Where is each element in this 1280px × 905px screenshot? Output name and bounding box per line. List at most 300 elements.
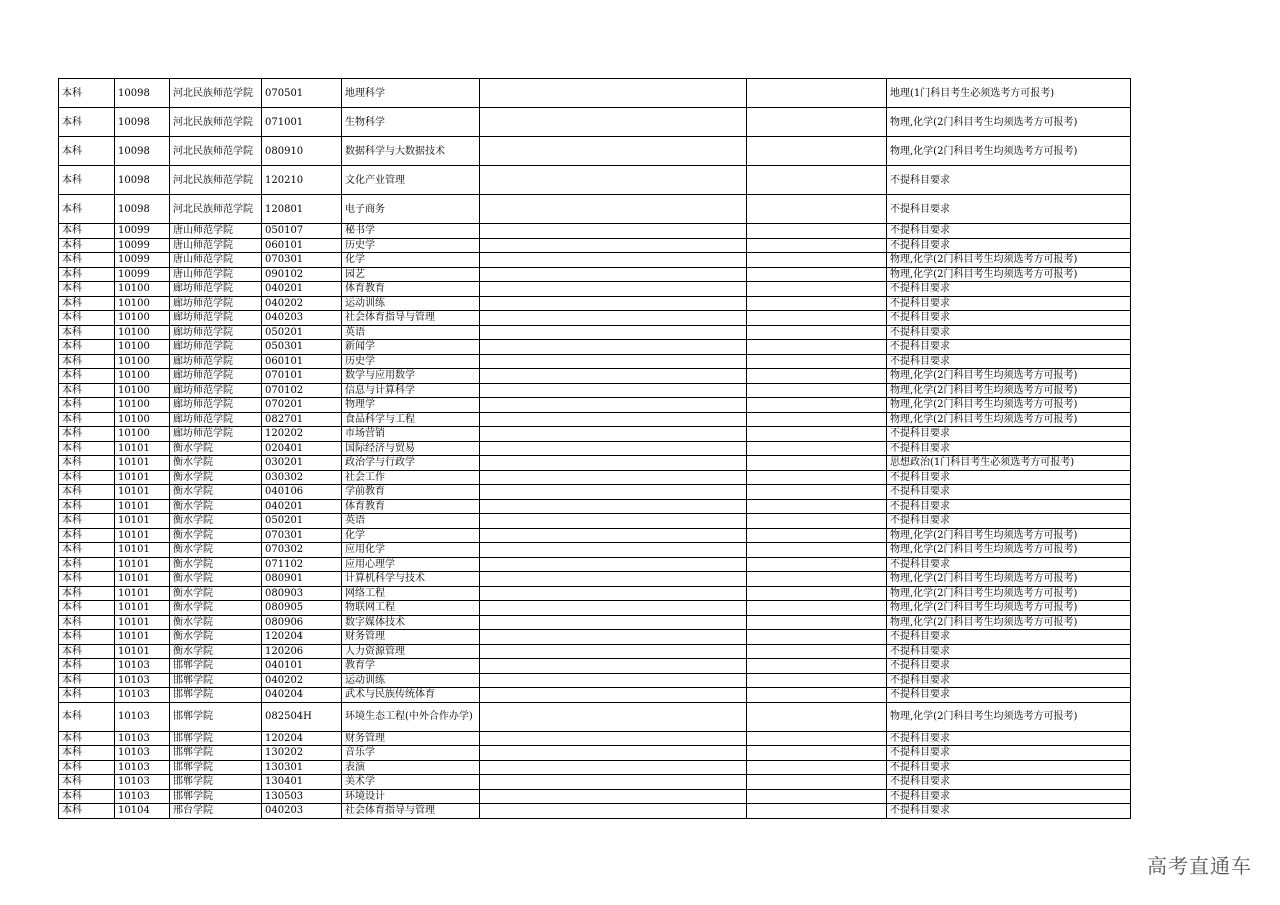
school-name-cell: 衡水学院 [170,557,262,572]
school-name-cell: 邯郸学院 [170,673,262,688]
empty-cell [480,470,747,485]
subject-requirement-cell: 不提科目要求 [887,804,1131,819]
school-code-cell: 10098 [115,79,170,108]
major-name-cell: 食品科学与工程 [342,412,480,427]
empty-cell [747,383,887,398]
table-row [59,485,1131,500]
major-name-cell: 新闻学 [342,340,480,355]
major-code-cell: 120210 [262,166,342,195]
empty-cell [747,601,887,616]
school-name-cell: 唐山师范学院 [170,267,262,282]
table-row [59,804,1131,819]
major-code-cell: 050301 [262,340,342,355]
empty-cell [747,702,887,731]
level-cell: 本科 [59,543,115,558]
subject-requirement-cell: 物理,化学(2门科目考生均须选考方可报考) [887,601,1131,616]
empty-cell [480,79,747,108]
school-code-cell: 10100 [115,412,170,427]
major-name-cell: 文化产业管理 [342,166,480,195]
level-cell: 本科 [59,166,115,195]
level-cell: 本科 [59,775,115,790]
major-name-cell: 市场营销 [342,427,480,442]
school-code-cell: 10103 [115,789,170,804]
level-cell: 本科 [59,470,115,485]
major-code-cell: 090102 [262,267,342,282]
major-name-cell: 体育教育 [342,282,480,297]
table-row [59,731,1131,746]
major-name-cell: 运动训练 [342,673,480,688]
empty-cell [747,238,887,253]
school-code-cell: 10103 [115,731,170,746]
empty-cell [747,789,887,804]
subject-requirement-cell: 物理,化学(2门科目考生均须选考方可报考) [887,572,1131,587]
empty-cell [480,441,747,456]
subject-requirement-cell: 不提科目要求 [887,760,1131,775]
subject-requirement-cell: 不提科目要求 [887,775,1131,790]
table-row [59,282,1131,297]
level-cell: 本科 [59,673,115,688]
subject-requirement-cell: 物理,化学(2门科目考生均须选考方可报考) [887,267,1131,282]
major-name-cell: 环境生态工程(中外合作办学) [342,702,480,731]
subject-requirement-cell: 不提科目要求 [887,238,1131,253]
school-name-cell: 衡水学院 [170,615,262,630]
table-row [59,238,1131,253]
subject-requirement-cell: 物理,化学(2门科目考生均须选考方可报考) [887,369,1131,384]
major-code-cell: 060101 [262,354,342,369]
school-code-cell: 10099 [115,224,170,239]
empty-cell [480,644,747,659]
empty-cell [480,224,747,239]
level-cell: 本科 [59,369,115,384]
level-cell: 本科 [59,586,115,601]
major-code-cell: 130202 [262,746,342,761]
major-code-cell: 130401 [262,775,342,790]
level-cell: 本科 [59,702,115,731]
empty-cell [480,398,747,413]
table-row [59,557,1131,572]
school-code-cell: 10100 [115,325,170,340]
school-name-cell: 邯郸学院 [170,731,262,746]
school-code-cell: 10099 [115,267,170,282]
level-cell: 本科 [59,108,115,137]
subject-requirement-cell: 物理,化学(2门科目考生均须选考方可报考) [887,528,1131,543]
subject-requirement-cell: 不提科目要求 [887,673,1131,688]
level-cell: 本科 [59,340,115,355]
empty-cell [480,456,747,471]
subject-requirement-cell: 不提科目要求 [887,746,1131,761]
school-code-cell: 10101 [115,543,170,558]
school-name-cell: 河北民族师范学院 [170,195,262,224]
major-code-cell: 060101 [262,238,342,253]
subject-requirement-cell: 不提科目要求 [887,195,1131,224]
level-cell: 本科 [59,412,115,427]
major-code-cell: 080901 [262,572,342,587]
subject-requirement-cell: 不提科目要求 [887,325,1131,340]
empty-cell [480,659,747,674]
level-cell: 本科 [59,311,115,326]
table-row [59,195,1131,224]
empty-cell [480,267,747,282]
subject-requirement-cell: 不提科目要求 [887,659,1131,674]
subject-requirement-cell: 不提科目要求 [887,485,1131,500]
major-code-cell: 030201 [262,456,342,471]
empty-cell [747,79,887,108]
empty-cell [747,557,887,572]
subject-requirement-cell: 不提科目要求 [887,557,1131,572]
level-cell: 本科 [59,485,115,500]
major-name-cell: 应用心理学 [342,557,480,572]
subject-requirement-cell: 物理,化学(2门科目考生均须选考方可报考) [887,137,1131,166]
major-name-cell: 网络工程 [342,586,480,601]
table-row [59,108,1131,137]
major-name-cell: 表演 [342,760,480,775]
major-name-cell: 地理科学 [342,79,480,108]
school-name-cell: 衡水学院 [170,514,262,529]
major-name-cell: 园艺 [342,267,480,282]
school-code-cell: 10101 [115,456,170,471]
level-cell: 本科 [59,238,115,253]
empty-cell [747,340,887,355]
subject-requirement-cell: 不提科目要求 [887,470,1131,485]
empty-cell [747,528,887,543]
empty-cell [747,470,887,485]
major-name-cell: 数据科学与大数据技术 [342,137,480,166]
major-name-cell: 化学 [342,253,480,268]
level-cell: 本科 [59,528,115,543]
major-name-cell: 教育学 [342,659,480,674]
empty-cell [480,238,747,253]
major-code-cell: 040106 [262,485,342,500]
level-cell: 本科 [59,804,115,819]
table-row [59,325,1131,340]
subject-requirement-cell: 物理,化学(2门科目考生均须选考方可报考) [887,615,1131,630]
school-name-cell: 廊坊师范学院 [170,311,262,326]
table-row [59,398,1131,413]
table-row [59,79,1131,108]
empty-cell [747,746,887,761]
major-name-cell: 物联网工程 [342,601,480,616]
level-cell: 本科 [59,398,115,413]
table-row [59,470,1131,485]
major-name-cell: 秘书学 [342,224,480,239]
empty-cell [480,572,747,587]
level-cell: 本科 [59,253,115,268]
empty-cell [480,499,747,514]
subject-requirement-cell: 物理,化学(2门科目考生均须选考方可报考) [887,586,1131,601]
school-code-cell: 10100 [115,340,170,355]
school-name-cell: 衡水学院 [170,528,262,543]
school-code-cell: 10100 [115,282,170,297]
empty-cell [747,354,887,369]
school-code-cell: 10098 [115,108,170,137]
level-cell: 本科 [59,282,115,297]
school-code-cell: 10100 [115,296,170,311]
level-cell: 本科 [59,441,115,456]
major-name-cell: 物理学 [342,398,480,413]
major-code-cell: 040202 [262,673,342,688]
table-row [59,427,1131,442]
major-name-cell: 化学 [342,528,480,543]
subject-requirement-cell: 不提科目要求 [887,644,1131,659]
school-name-cell: 衡水学院 [170,456,262,471]
school-code-cell: 10100 [115,398,170,413]
empty-cell [747,673,887,688]
empty-cell [480,108,747,137]
school-code-cell: 10101 [115,630,170,645]
level-cell: 本科 [59,427,115,442]
school-name-cell: 唐山师范学院 [170,224,262,239]
school-code-cell: 10098 [115,166,170,195]
major-code-cell: 082504H [262,702,342,731]
empty-cell [480,412,747,427]
major-code-cell: 070101 [262,369,342,384]
major-code-cell: 040201 [262,499,342,514]
table-row [59,137,1131,166]
school-code-cell: 10104 [115,804,170,819]
school-code-cell: 10103 [115,702,170,731]
subject-requirement-cell: 不提科目要求 [887,499,1131,514]
school-name-cell: 河北民族师范学院 [170,166,262,195]
subject-requirement-cell: 物理,化学(2门科目考生均须选考方可报考) [887,383,1131,398]
empty-cell [747,427,887,442]
major-code-cell: 071102 [262,557,342,572]
level-cell: 本科 [59,630,115,645]
major-name-cell: 英语 [342,514,480,529]
level-cell: 本科 [59,731,115,746]
major-code-cell: 120801 [262,195,342,224]
school-name-cell: 衡水学院 [170,586,262,601]
subject-requirement-cell: 物理,化学(2门科目考生均须选考方可报考) [887,543,1131,558]
school-code-cell: 10101 [115,586,170,601]
level-cell: 本科 [59,456,115,471]
subject-requirement-cell: 物理,化学(2门科目考生均须选考方可报考) [887,412,1131,427]
level-cell: 本科 [59,137,115,166]
subject-requirement-cell: 地理(1门科目考生必须选考方可报考) [887,79,1131,108]
major-name-cell: 武术与民族传统体育 [342,688,480,703]
table-row [59,456,1131,471]
major-name-cell: 政治学与行政学 [342,456,480,471]
level-cell: 本科 [59,644,115,659]
empty-cell [747,659,887,674]
school-name-cell: 廊坊师范学院 [170,369,262,384]
empty-cell [747,572,887,587]
major-name-cell: 学前教育 [342,485,480,500]
empty-cell [480,296,747,311]
major-code-cell: 082701 [262,412,342,427]
subject-requirement-cell: 思想政治(1门科目考生必须选考方可报考) [887,456,1131,471]
major-code-cell: 040203 [262,804,342,819]
empty-cell [480,586,747,601]
major-code-cell: 040101 [262,659,342,674]
school-name-cell: 廊坊师范学院 [170,398,262,413]
empty-cell [480,615,747,630]
school-code-cell: 10101 [115,601,170,616]
empty-cell [747,253,887,268]
major-code-cell: 080903 [262,586,342,601]
major-code-cell: 040202 [262,296,342,311]
major-code-cell: 130301 [262,760,342,775]
table-row [59,253,1131,268]
school-code-cell: 10101 [115,572,170,587]
empty-cell [747,644,887,659]
level-cell: 本科 [59,354,115,369]
school-code-cell: 10101 [115,499,170,514]
empty-cell [747,485,887,500]
school-code-cell: 10099 [115,238,170,253]
major-code-cell: 040204 [262,688,342,703]
empty-cell [480,195,747,224]
major-name-cell: 运动训练 [342,296,480,311]
school-code-cell: 10100 [115,383,170,398]
school-name-cell: 廊坊师范学院 [170,282,262,297]
level-cell: 本科 [59,499,115,514]
table-row [59,630,1131,645]
table-row [59,775,1131,790]
school-code-cell: 10103 [115,746,170,761]
subject-requirement-cell: 不提科目要求 [887,282,1131,297]
empty-cell [480,630,747,645]
major-code-cell: 070501 [262,79,342,108]
school-code-cell: 10103 [115,775,170,790]
school-code-cell: 10100 [115,354,170,369]
school-code-cell: 10103 [115,688,170,703]
level-cell: 本科 [59,383,115,398]
level-cell: 本科 [59,296,115,311]
major-name-cell: 英语 [342,325,480,340]
level-cell: 本科 [59,224,115,239]
major-name-cell: 社会体育指导与管理 [342,311,480,326]
subject-requirement-cell: 不提科目要求 [887,630,1131,645]
major-code-cell: 080906 [262,615,342,630]
school-name-cell: 邯郸学院 [170,688,262,703]
empty-cell [747,760,887,775]
empty-cell [480,543,747,558]
level-cell: 本科 [59,615,115,630]
empty-cell [747,688,887,703]
empty-cell [480,340,747,355]
level-cell: 本科 [59,195,115,224]
empty-cell [747,499,887,514]
level-cell: 本科 [59,746,115,761]
major-name-cell: 财务管理 [342,731,480,746]
empty-cell [747,296,887,311]
major-code-cell: 070301 [262,528,342,543]
empty-cell [480,427,747,442]
table-row [59,528,1131,543]
major-name-cell: 人力资源管理 [342,644,480,659]
subject-requirement-cell: 不提科目要求 [887,224,1131,239]
school-name-cell: 衡水学院 [170,441,262,456]
table-body [59,79,1131,819]
level-cell: 本科 [59,789,115,804]
empty-cell [747,166,887,195]
major-code-cell: 120204 [262,630,342,645]
major-code-cell: 071001 [262,108,342,137]
subject-requirement-cell: 不提科目要求 [887,731,1131,746]
subject-requirement-cell: 不提科目要求 [887,688,1131,703]
level-cell: 本科 [59,760,115,775]
empty-cell [480,775,747,790]
empty-cell [747,412,887,427]
major-code-cell: 080905 [262,601,342,616]
empty-cell [480,137,747,166]
major-code-cell: 020401 [262,441,342,456]
school-code-cell: 10101 [115,557,170,572]
subject-requirement-cell: 不提科目要求 [887,514,1131,529]
subject-requirement-cell: 不提科目要求 [887,427,1131,442]
school-name-cell: 唐山师范学院 [170,253,262,268]
empty-cell [747,282,887,297]
school-name-cell: 衡水学院 [170,470,262,485]
level-cell: 本科 [59,325,115,340]
major-code-cell: 080910 [262,137,342,166]
school-code-cell: 10100 [115,369,170,384]
empty-cell [480,325,747,340]
major-name-cell: 生物科学 [342,108,480,137]
empty-cell [480,789,747,804]
school-code-cell: 10101 [115,514,170,529]
major-code-cell: 120202 [262,427,342,442]
school-name-cell: 邯郸学院 [170,659,262,674]
subject-requirement-cell: 不提科目要求 [887,166,1131,195]
major-name-cell: 体育教育 [342,499,480,514]
table-row [59,383,1131,398]
major-code-cell: 040203 [262,311,342,326]
school-code-cell: 10101 [115,470,170,485]
table-row [59,615,1131,630]
table-row [59,340,1131,355]
empty-cell [747,586,887,601]
school-name-cell: 河北民族师范学院 [170,137,262,166]
empty-cell [480,514,747,529]
subject-requirement-cell: 不提科目要求 [887,354,1131,369]
empty-cell [747,731,887,746]
subject-requirement-cell: 物理,化学(2门科目考生均须选考方可报考) [887,108,1131,137]
empty-cell [747,311,887,326]
school-code-cell: 10101 [115,615,170,630]
table-row [59,543,1131,558]
table-row [59,514,1131,529]
school-name-cell: 邯郸学院 [170,775,262,790]
level-cell: 本科 [59,267,115,282]
school-name-cell: 廊坊师范学院 [170,354,262,369]
empty-cell [747,615,887,630]
school-code-cell: 10103 [115,673,170,688]
empty-cell [480,673,747,688]
empty-cell [480,731,747,746]
school-name-cell: 唐山师范学院 [170,238,262,253]
major-code-cell: 130503 [262,789,342,804]
subject-requirement-cell: 不提科目要求 [887,311,1131,326]
table-row [59,499,1131,514]
empty-cell [480,557,747,572]
empty-cell [480,601,747,616]
empty-cell [480,485,747,500]
subject-requirement-cell: 物理,化学(2门科目考生均须选考方可报考) [887,398,1131,413]
table-row [59,441,1131,456]
empty-cell [480,702,747,731]
table-row [59,659,1131,674]
table-row [59,688,1131,703]
subject-requirement-cell: 不提科目要求 [887,441,1131,456]
major-name-cell: 计算机科学与技术 [342,572,480,587]
major-name-cell: 社会体育指导与管理 [342,804,480,819]
table-row [59,644,1131,659]
major-code-cell: 070201 [262,398,342,413]
school-code-cell: 10101 [115,528,170,543]
school-name-cell: 邯郸学院 [170,760,262,775]
school-code-cell: 10098 [115,195,170,224]
